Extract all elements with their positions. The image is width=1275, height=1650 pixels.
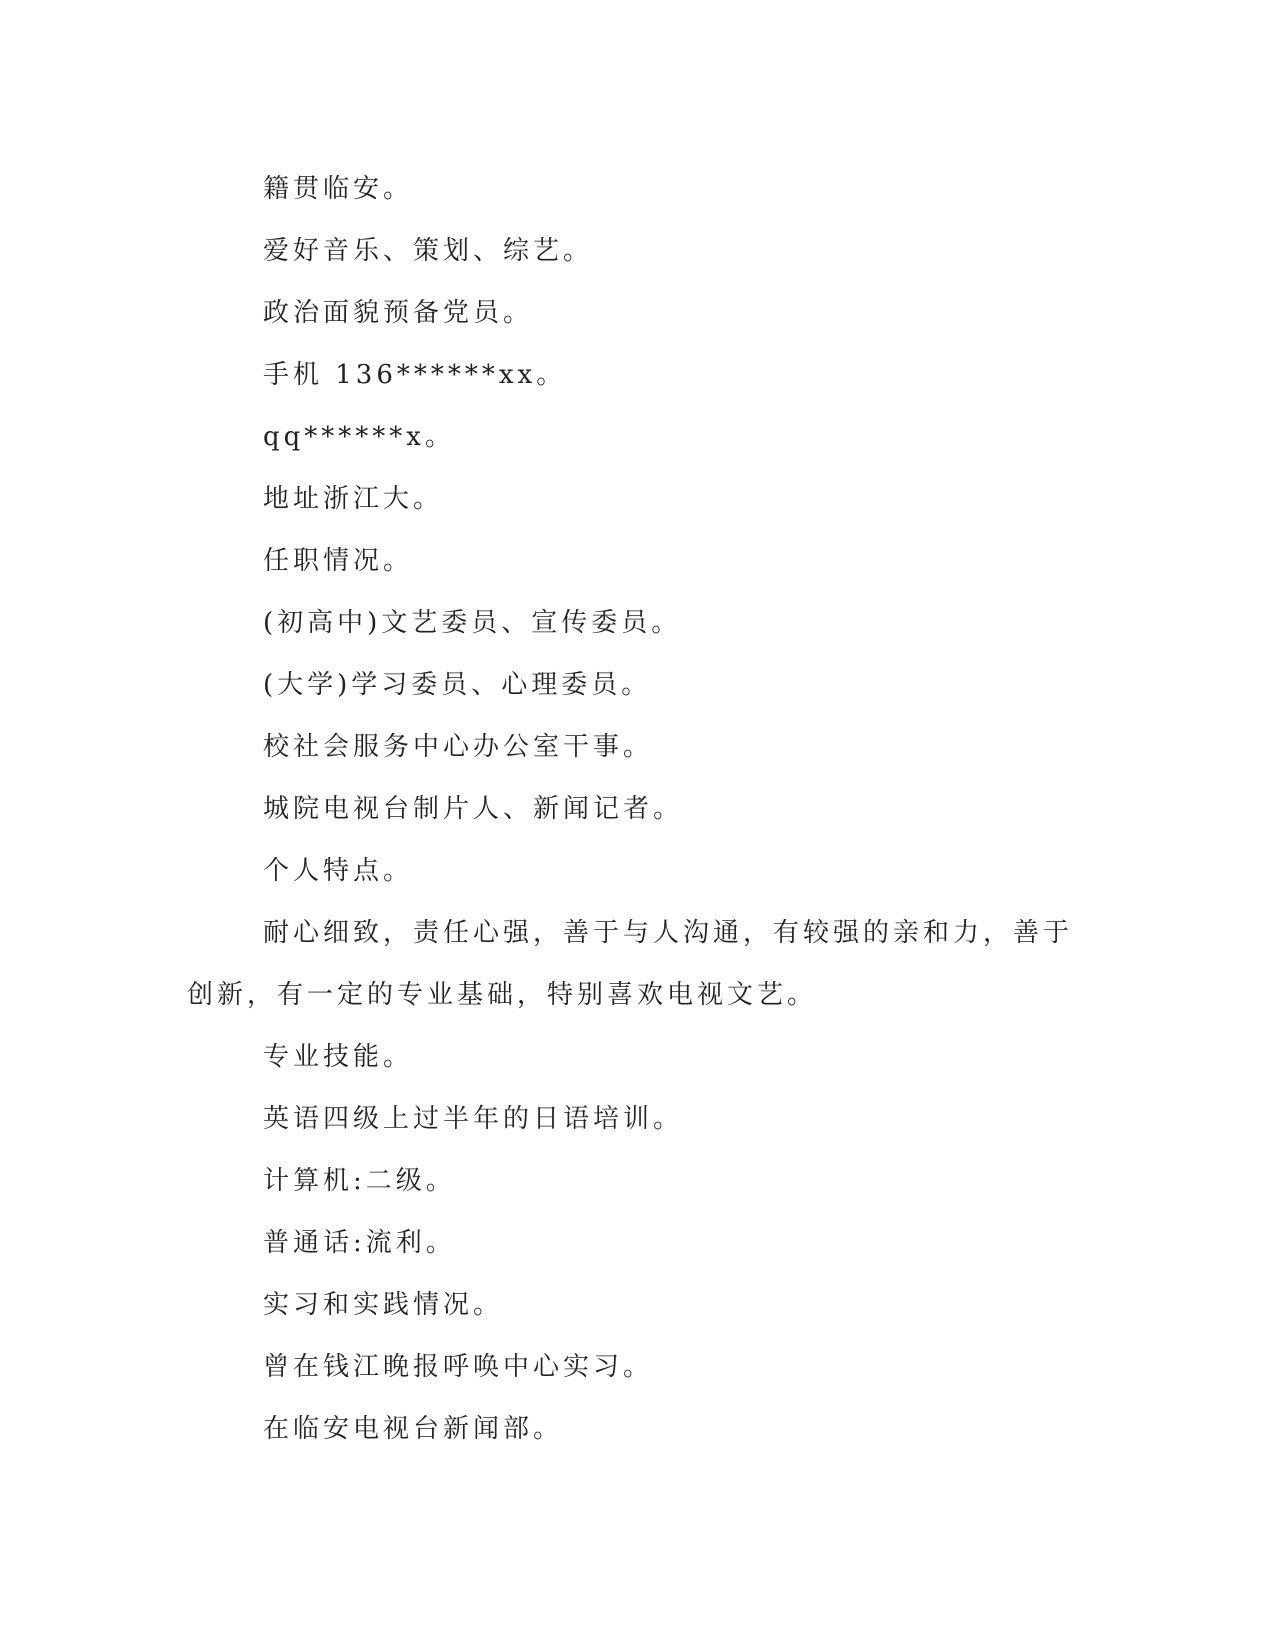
- paragraph-hobbies: 爱好音乐、策划、综艺。: [263, 236, 594, 266]
- paragraph-position-school: (初高中)文艺委员、宣传委员。: [263, 608, 682, 638]
- paragraph-skill-mandarin: 普通话:流利。: [263, 1228, 456, 1258]
- paragraph-internship-tv: 在临安电视台新闻部。: [263, 1414, 564, 1444]
- paragraph-position-tv-station: 城院电视台制片人、新闻记者。: [263, 794, 684, 824]
- paragraph-skill-language: 英语四级上过半年的日语培训。: [263, 1104, 684, 1134]
- paragraph-political-status: 政治面貌预备党员。: [263, 298, 534, 328]
- paragraph-internship-newspaper: 曾在钱江晚报呼唤中心实习。: [263, 1352, 654, 1382]
- paragraph-phone: 手机 136******xx。: [263, 360, 567, 390]
- document-body: [187, 158, 1087, 1460]
- paragraph-position-service-center: 校社会服务中心办公室干事。: [263, 732, 654, 762]
- paragraph-position-university: (大学)学习委员、心理委员。: [263, 670, 652, 700]
- section-heading-positions: 任职情况。: [263, 546, 414, 576]
- section-heading-internship: 实习和实践情况。: [263, 1290, 504, 1320]
- paragraph-traits: 耐心细致，责任心强，善于与人沟通，有较强的亲和力，善于创新，有一定的专业基础，特别喜欢电视文艺。: [187, 918, 1074, 1010]
- paragraph-skill-computer: 计算机:二级。: [263, 1166, 456, 1196]
- section-heading-skills: 专业技能。: [263, 1042, 414, 1072]
- paragraph-qq: qq******x。: [263, 422, 455, 452]
- section-heading-traits: 个人特点。: [263, 856, 414, 886]
- paragraph-address: 地址浙江大。: [263, 484, 444, 514]
- paragraph-native-place: 籍贯临安。: [263, 174, 414, 204]
